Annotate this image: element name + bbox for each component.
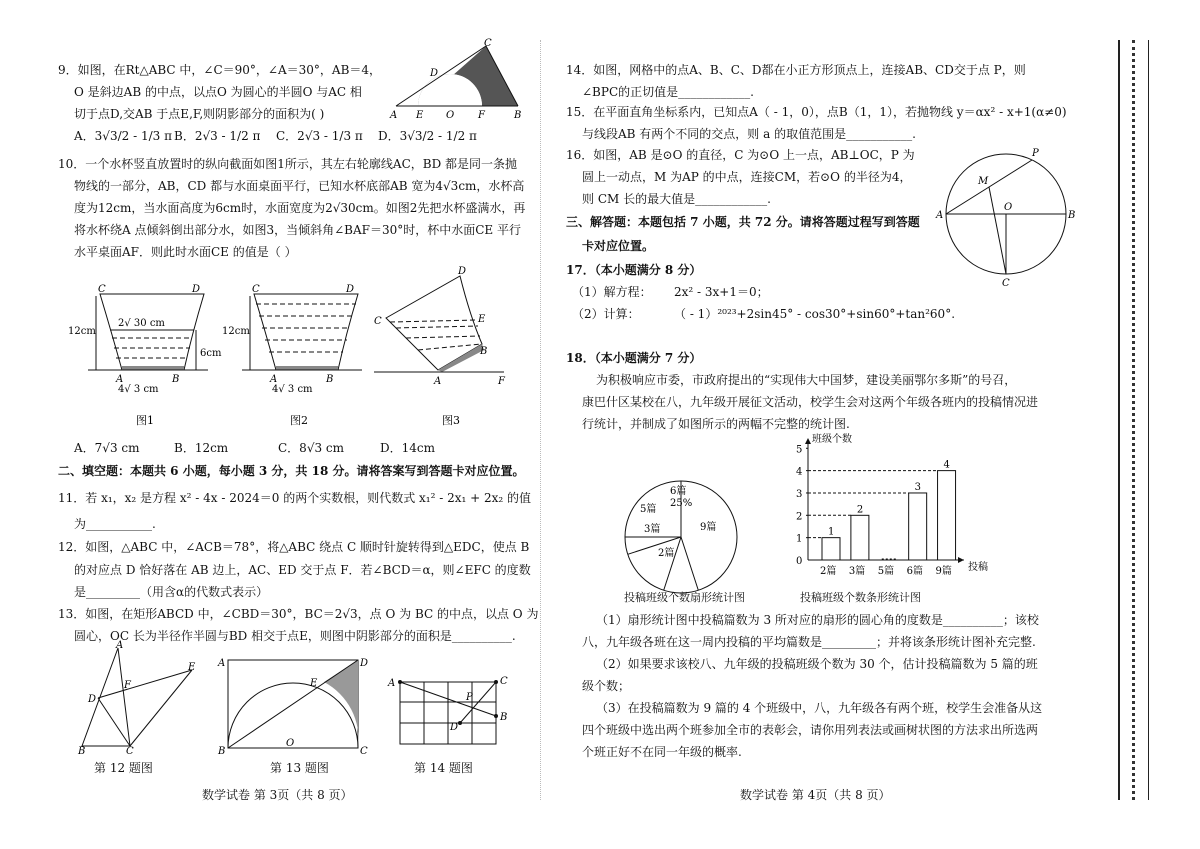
svg-text:D: D (430, 68, 439, 79)
q13-line2: 圆心，OC 长为半径作半圆与BD 相交于点E，则图中阴影部分的面积是__________. (74, 629, 516, 643)
svg-text:O: O (1004, 202, 1013, 213)
q18-sub3-cont: 四个班级中选出两个班参加全市的表彰会，请你用列表法或画树状图的方法求出所选两 (582, 723, 1039, 737)
svg-text:O: O (446, 110, 455, 121)
section3-heading: 三、解答题：本题包括 7 小题，共 72 分。请将答题过程写到答题 (566, 215, 920, 229)
x-axis-label: 投稿 (968, 562, 988, 573)
q17-part1: 2x² - 3x+1＝0； (674, 285, 769, 299)
svg-text:A: A (390, 110, 398, 121)
y-tick-label: 3 (796, 488, 803, 500)
q10-figure2 (222, 284, 372, 427)
q18-sub3-cont2: 个班正好不在同一年级的概率. (582, 745, 742, 759)
svg-text:E: E (416, 110, 424, 121)
svg-text:12cm: 12cm (222, 326, 250, 337)
svg-text:2√ 30 cm: 2√ 30 cm (118, 318, 165, 329)
svg-text:C: C (126, 746, 134, 757)
pie-slice-label: 3篇 (644, 524, 661, 535)
page-footer-right: 数学试卷 第 4页（共 8 页） (740, 788, 891, 802)
svg-text:C: C (374, 316, 382, 327)
q11-line1: 11．若 x₁，x₂ 是方程 x² - 4x - 2024＝0 的两个实数根，则代数式 x₁² - 2x₁ + 2x₂ 的值 (58, 491, 532, 505)
q9-option-a: A．3√3/2 - 1/3 π (74, 129, 172, 143)
q16-line1: 16．如图，AB 是⊙O 的直径，C 为⊙O 上一点，AB⊥OC，P 为 (566, 148, 915, 162)
x-tick-label: 9篇 (935, 566, 952, 577)
bar-value-label: 1 (828, 526, 835, 538)
q17-title: 17．（本小题满分 8 分） (566, 263, 702, 277)
pie-slice-label: 2篇 (658, 548, 675, 559)
q18-sub2-cont: 级个数； (582, 679, 631, 693)
bar (938, 471, 956, 560)
q18-title: 18．（本小题满分 7 分） (566, 351, 702, 365)
svg-text:D: D (192, 284, 201, 295)
svg-text:D: D (346, 284, 355, 295)
q9-figure (388, 40, 528, 120)
svg-text:M: M (978, 176, 989, 187)
q14-line1: 14．如图，网格中的点A、B、C、D都在小正方形顶点上，连接AB、CD交于点 P，则 (566, 63, 1026, 77)
q14-caption: 第 14 题图 (414, 761, 473, 775)
fig3-caption: 图3 (442, 414, 460, 427)
q12-figure (74, 640, 204, 756)
svg-text:B: B (514, 110, 522, 121)
svg-text:E: E (310, 678, 318, 689)
svg-text:B: B (480, 346, 488, 357)
page-footer-left: 数学试卷 第 3页（共 8 页） (202, 788, 353, 802)
svg-text:F: F (124, 680, 131, 691)
svg-text:P: P (1032, 148, 1039, 159)
q10-line5: 水平桌面AF．则此时水面CE 的值是（ ） (74, 245, 297, 259)
svg-text:D: D (458, 266, 467, 277)
page-center-divider (540, 40, 541, 800)
q16-figure (936, 144, 1086, 288)
svg-text:B: B (218, 746, 226, 757)
q10-option-c: C．8√3 cm (278, 441, 345, 455)
bar (909, 493, 927, 560)
q10-option-a: A．7√3 cm (74, 441, 140, 455)
q17-part2: （ - 1）²⁰²³+2sin45° - cos30°+sin60°+tan²60°. (674, 307, 956, 321)
svg-text:A: A (388, 678, 396, 689)
pie-slice-label: 6篇 (670, 486, 687, 497)
y-tick-label: 2 (796, 511, 803, 523)
svg-text:B: B (1068, 210, 1076, 221)
y-tick-label: 5 (796, 444, 803, 456)
svg-text:D: D (360, 658, 369, 669)
q14-line2: ∠BPC的正切值是____________. (582, 85, 754, 99)
svg-text:4√ 3 cm: 4√ 3 cm (272, 384, 313, 395)
bar-chart (786, 434, 996, 584)
svg-text:A: A (936, 210, 944, 221)
q16-line3: 则 CM 长的最大值是____________. (582, 192, 771, 206)
svg-text:D: D (450, 722, 459, 733)
fig1-caption: 图1 (136, 414, 154, 427)
x-axis-arrow (958, 557, 964, 563)
pie-slice-label: 9篇 (700, 522, 717, 533)
svg-text:C: C (1002, 278, 1010, 289)
svg-text:A: A (218, 658, 226, 669)
svg-text:C: C (500, 676, 508, 687)
q11-line2: 为___________. (74, 517, 156, 531)
q18-sub1: （1）扇形统计图中投稿篇数为 3 所对应的扇形的圆心角的度数是__________；该校 (596, 613, 1039, 627)
x-tick-label: 5篇 (877, 566, 895, 577)
svg-text:A: A (434, 376, 442, 387)
svg-text:B: B (78, 746, 86, 757)
q10-figure1 (68, 284, 222, 427)
svg-text:F: F (498, 376, 505, 387)
svg-text:A: A (270, 374, 278, 385)
q16-line2: 圆上一动点，M 为AP 的中点，连接CM，若⊙O 的半径为4， (582, 170, 912, 184)
bar (822, 538, 840, 560)
svg-text:C: C (252, 284, 260, 295)
y-axis-arrow (805, 438, 811, 444)
binding-dots (1132, 40, 1135, 800)
q17-part2-label: （2）计算： (572, 307, 640, 321)
svg-text:C: C (484, 38, 492, 49)
y-tick-label: 0 (796, 556, 803, 567)
y-axis-label: 班级个数 (812, 434, 852, 445)
q9-line1: 9．如图，在Rt△ABC 中，∠C＝90°，∠A＝30°，AB＝4， (58, 63, 382, 77)
q9-line3: 切于点D,交AB 于点E,F,则阴影部分的面积为( ) (74, 107, 325, 121)
svg-text:O: O (286, 738, 295, 749)
q12-line1: 12．如图，△ABC 中，∠ACB＝78°，将△ABC 绕点 C 顺时针旋转得到△EDC，使点 B (58, 540, 530, 554)
binding-edge (1148, 40, 1149, 800)
svg-text:P: P (466, 692, 473, 703)
svg-text:12cm: 12cm (68, 326, 96, 337)
bar-value-label: 2 (856, 504, 864, 516)
q18-para1: 为积极响应市委，市政府提出的“实现伟大中国梦，建设美丽鄂尔多斯”的号召， (596, 373, 1017, 387)
q9-option-d: D．3√3/2 - 1/2 π (378, 129, 477, 143)
q10-line3: 度为12cm，当水面高度为6cm时，水面宽度为2√30cm。如图2先把水杯盛满水，再 (74, 201, 526, 215)
q9-line2: O 是斜边AB 的中点，以点O 为圆心的半圆O 与AC 相 (74, 85, 362, 99)
pie-slice-percent: 25% (670, 498, 693, 509)
pie-slice-label: 5篇 (640, 504, 657, 515)
x-tick-label: 2篇 (820, 566, 837, 577)
q10-option-d: D．14cm (380, 441, 435, 455)
x-tick-label: 3篇 (848, 566, 866, 577)
q9-option-b: B．2√3 - 1/2 π (174, 129, 261, 143)
section3-heading-cont: 卡对应位置。 (582, 239, 655, 253)
y-tick-label: 1 (796, 533, 803, 545)
svg-text:E: E (188, 662, 196, 673)
x-tick-label: 6篇 (906, 566, 924, 577)
q14-figure (384, 668, 514, 758)
binding-line (1118, 40, 1120, 800)
q10-figure3 (374, 266, 514, 427)
q12-line3: 是_________（用含α的代数式表示） (74, 585, 269, 599)
q10-line1: 10．一个水杯竖直放置时的纵向截面如图1所示，其左右轮廓线AC，BD 都是同一条抛 (58, 157, 518, 171)
bar (851, 515, 869, 560)
section2-heading: 二、填空题：本题共 6 小题，每小题 3 分，共 18 分。请将答案写到答题卡对应位置。 (58, 464, 525, 478)
bar-value-label: 3 (914, 481, 922, 493)
bar-caption: 投稿班级个数条形统计图 (800, 591, 921, 604)
q12-caption: 第 12 题图 (94, 761, 153, 775)
q13-line1: 13．如图，在矩形ABCD 中，∠CBD＝30°，BC＝2√3，点 O 为 BC 的中点，以点 O 为 (58, 607, 539, 621)
svg-text:B: B (326, 374, 334, 385)
svg-text:C: C (98, 284, 106, 295)
q18-para3: 行统计，并制成了如图所示的两幅不完整的统计图. (582, 417, 850, 431)
q15-line1: 15．在平面直角坐标系内，已知点A（ - 1，0），点B（1，1），若抛物线 y＝αx² - x+1(α≠0) (566, 105, 1067, 119)
svg-text:F: F (478, 110, 485, 121)
svg-text:6cm: 6cm (200, 348, 222, 359)
svg-text:A: A (116, 374, 124, 385)
svg-text:E: E (478, 314, 486, 325)
bar-value-label: 4 (943, 459, 950, 471)
svg-text:C: C (360, 746, 368, 757)
svg-text:A: A (116, 640, 124, 651)
svg-text:4√ 3 cm: 4√ 3 cm (118, 384, 159, 395)
svg-text:B: B (500, 712, 508, 723)
q15-line2: 与线段AB 有两个不同的交点，则 a 的取值范围是___________. (582, 127, 916, 141)
pie-chart (616, 472, 746, 602)
svg-text:D: D (88, 694, 97, 705)
q13-figure (216, 652, 370, 756)
q12-line2: 的对应点 D 恰好落在 AB 边上，AC、ED 交于点 F．若∠BCD＝α，则∠EFC 的度数 (74, 563, 531, 577)
q18-para2: 康巴什区某校在八，九年级开展征文活动，校学生会对这两个年级各班内的投稿情况进 (582, 395, 1039, 409)
y-tick-label: 4 (796, 466, 803, 478)
q18-sub3: （3）在投稿篇数为 9 篇的 4 个班级中，八，九年级各有两个班，校学生会准备从这 (596, 701, 1043, 715)
q13-caption: 第 13 题图 (270, 761, 329, 775)
q17-part1-label: （1）解方程： (572, 285, 652, 299)
q18-sub2: （2）如果要求该校八、九年级的投稿班级个数为 30 个，估计投稿篇数为 5 篇的班 (596, 657, 1038, 671)
q9-option-c: C．2√3 - 1/3 π (276, 129, 363, 143)
q10-option-b: B．12cm (174, 441, 229, 455)
pie-caption: 投稿班级个数扇形统计图 (624, 591, 745, 604)
q10-line2: 物线的一部分，AB，CD 都与水面桌面平行，已知水杯底部AB 宽为4√3cm，水杯高 (74, 179, 525, 193)
svg-text:B: B (172, 374, 180, 385)
q18-sub1-cont: 八，九年级各班在这一周内投稿的平均篇数是_________；并将该条形统计图补充完整. (582, 635, 1036, 649)
q10-line4: 将水杯绕A 点倾斜倒出部分水，如图3，当倾斜角∠BAF＝30°时，杯中水面CE 平行 (74, 223, 522, 237)
fig2-caption: 图2 (290, 414, 308, 427)
